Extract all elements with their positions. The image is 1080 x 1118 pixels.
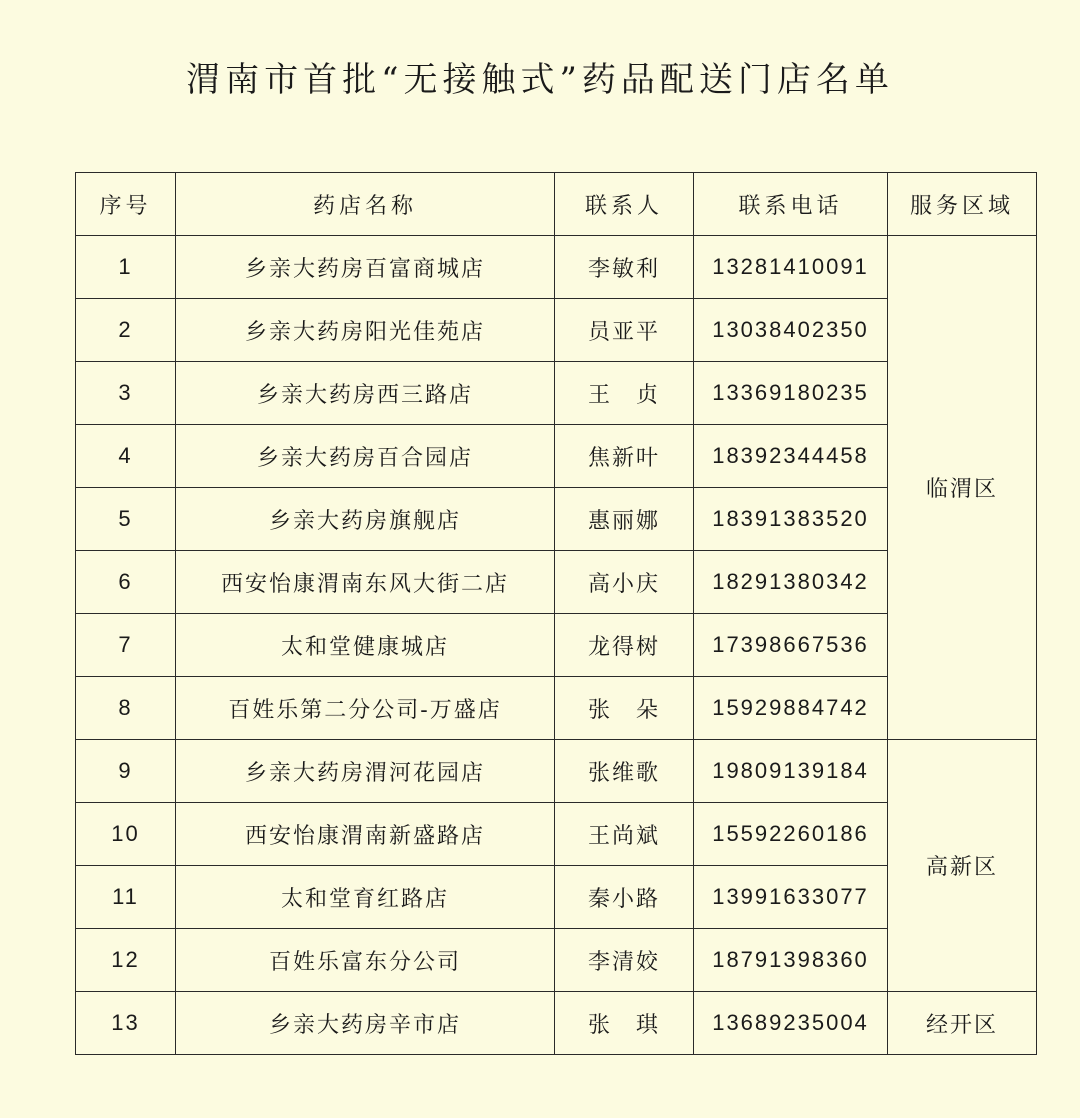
row-contact: 惠丽娜 [555,488,694,551]
row-store-name: 百姓乐第二分公司-万盛店 [176,677,555,740]
row-index: 1 [76,236,176,299]
row-contact: 高小庆 [555,551,694,614]
document-title: 渭南市首批“无接触式”药品配送门店名单 [186,60,894,100]
row-store-name: 太和堂健康城店 [176,614,555,677]
header-index: 序号 [76,173,176,236]
header-phone: 联系电话 [694,173,888,236]
table-row [76,992,1037,1055]
row-index: 12 [76,929,176,992]
row-store-name: 西安怡康渭南新盛路店 [176,803,555,866]
row-phone: 18791398360 [694,929,888,992]
row-phone: 13281410091 [694,236,888,299]
row-contact: 龙得树 [555,614,694,677]
row-phone: 18392344458 [694,425,888,488]
table-row [76,740,1037,803]
row-contact: 王 贞 [555,362,694,425]
row-index: 6 [76,551,176,614]
row-store-name: 乡亲大药房西三路店 [176,362,555,425]
row-index: 7 [76,614,176,677]
row-contact: 李敏利 [555,236,694,299]
row-index: 3 [76,362,176,425]
row-store-name: 乡亲大药房渭河花园店 [176,740,555,803]
header-contact: 联系人 [555,173,694,236]
store-list-table [75,172,1037,1055]
table-row [76,236,1037,299]
row-phone: 13991633077 [694,866,888,929]
row-index: 4 [76,425,176,488]
row-index: 10 [76,803,176,866]
service-area-cell: 经开区 [888,992,1037,1055]
row-contact: 秦小路 [555,866,694,929]
row-contact: 张 朵 [555,677,694,740]
header-service-area: 服务区域 [888,173,1037,236]
row-index: 9 [76,740,176,803]
row-contact: 张维歌 [555,740,694,803]
row-phone: 18291380342 [694,551,888,614]
row-index: 5 [76,488,176,551]
row-store-name: 太和堂育红路店 [176,866,555,929]
row-phone: 13038402350 [694,299,888,362]
row-store-name: 乡亲大药房阳光佳苑店 [176,299,555,362]
row-phone: 19809139184 [694,740,888,803]
row-phone: 17398667536 [694,614,888,677]
row-index: 2 [76,299,176,362]
row-store-name: 乡亲大药房百富商城店 [176,236,555,299]
row-store-name: 乡亲大药房百合园店 [176,425,555,488]
row-phone: 18391383520 [694,488,888,551]
row-contact: 李清姣 [555,929,694,992]
row-phone: 13369180235 [694,362,888,425]
row-store-name: 乡亲大药房旗舰店 [176,488,555,551]
table-header-row [76,173,1037,236]
row-phone: 15592260186 [694,803,888,866]
row-store-name: 西安怡康渭南东风大街二店 [176,551,555,614]
row-index: 13 [76,992,176,1055]
service-area-cell: 高新区 [888,740,1037,992]
row-store-name: 乡亲大药房辛市店 [176,992,555,1055]
row-contact: 员亚平 [555,299,694,362]
header-store-name: 药店名称 [176,173,555,236]
row-contact: 王尚斌 [555,803,694,866]
row-phone: 13689235004 [694,992,888,1055]
row-contact: 张 琪 [555,992,694,1055]
row-phone: 15929884742 [694,677,888,740]
row-store-name: 百姓乐富东分公司 [176,929,555,992]
service-area-cell: 临渭区 [888,236,1037,740]
row-index: 8 [76,677,176,740]
row-index: 11 [76,866,176,929]
row-contact: 焦新叶 [555,425,694,488]
